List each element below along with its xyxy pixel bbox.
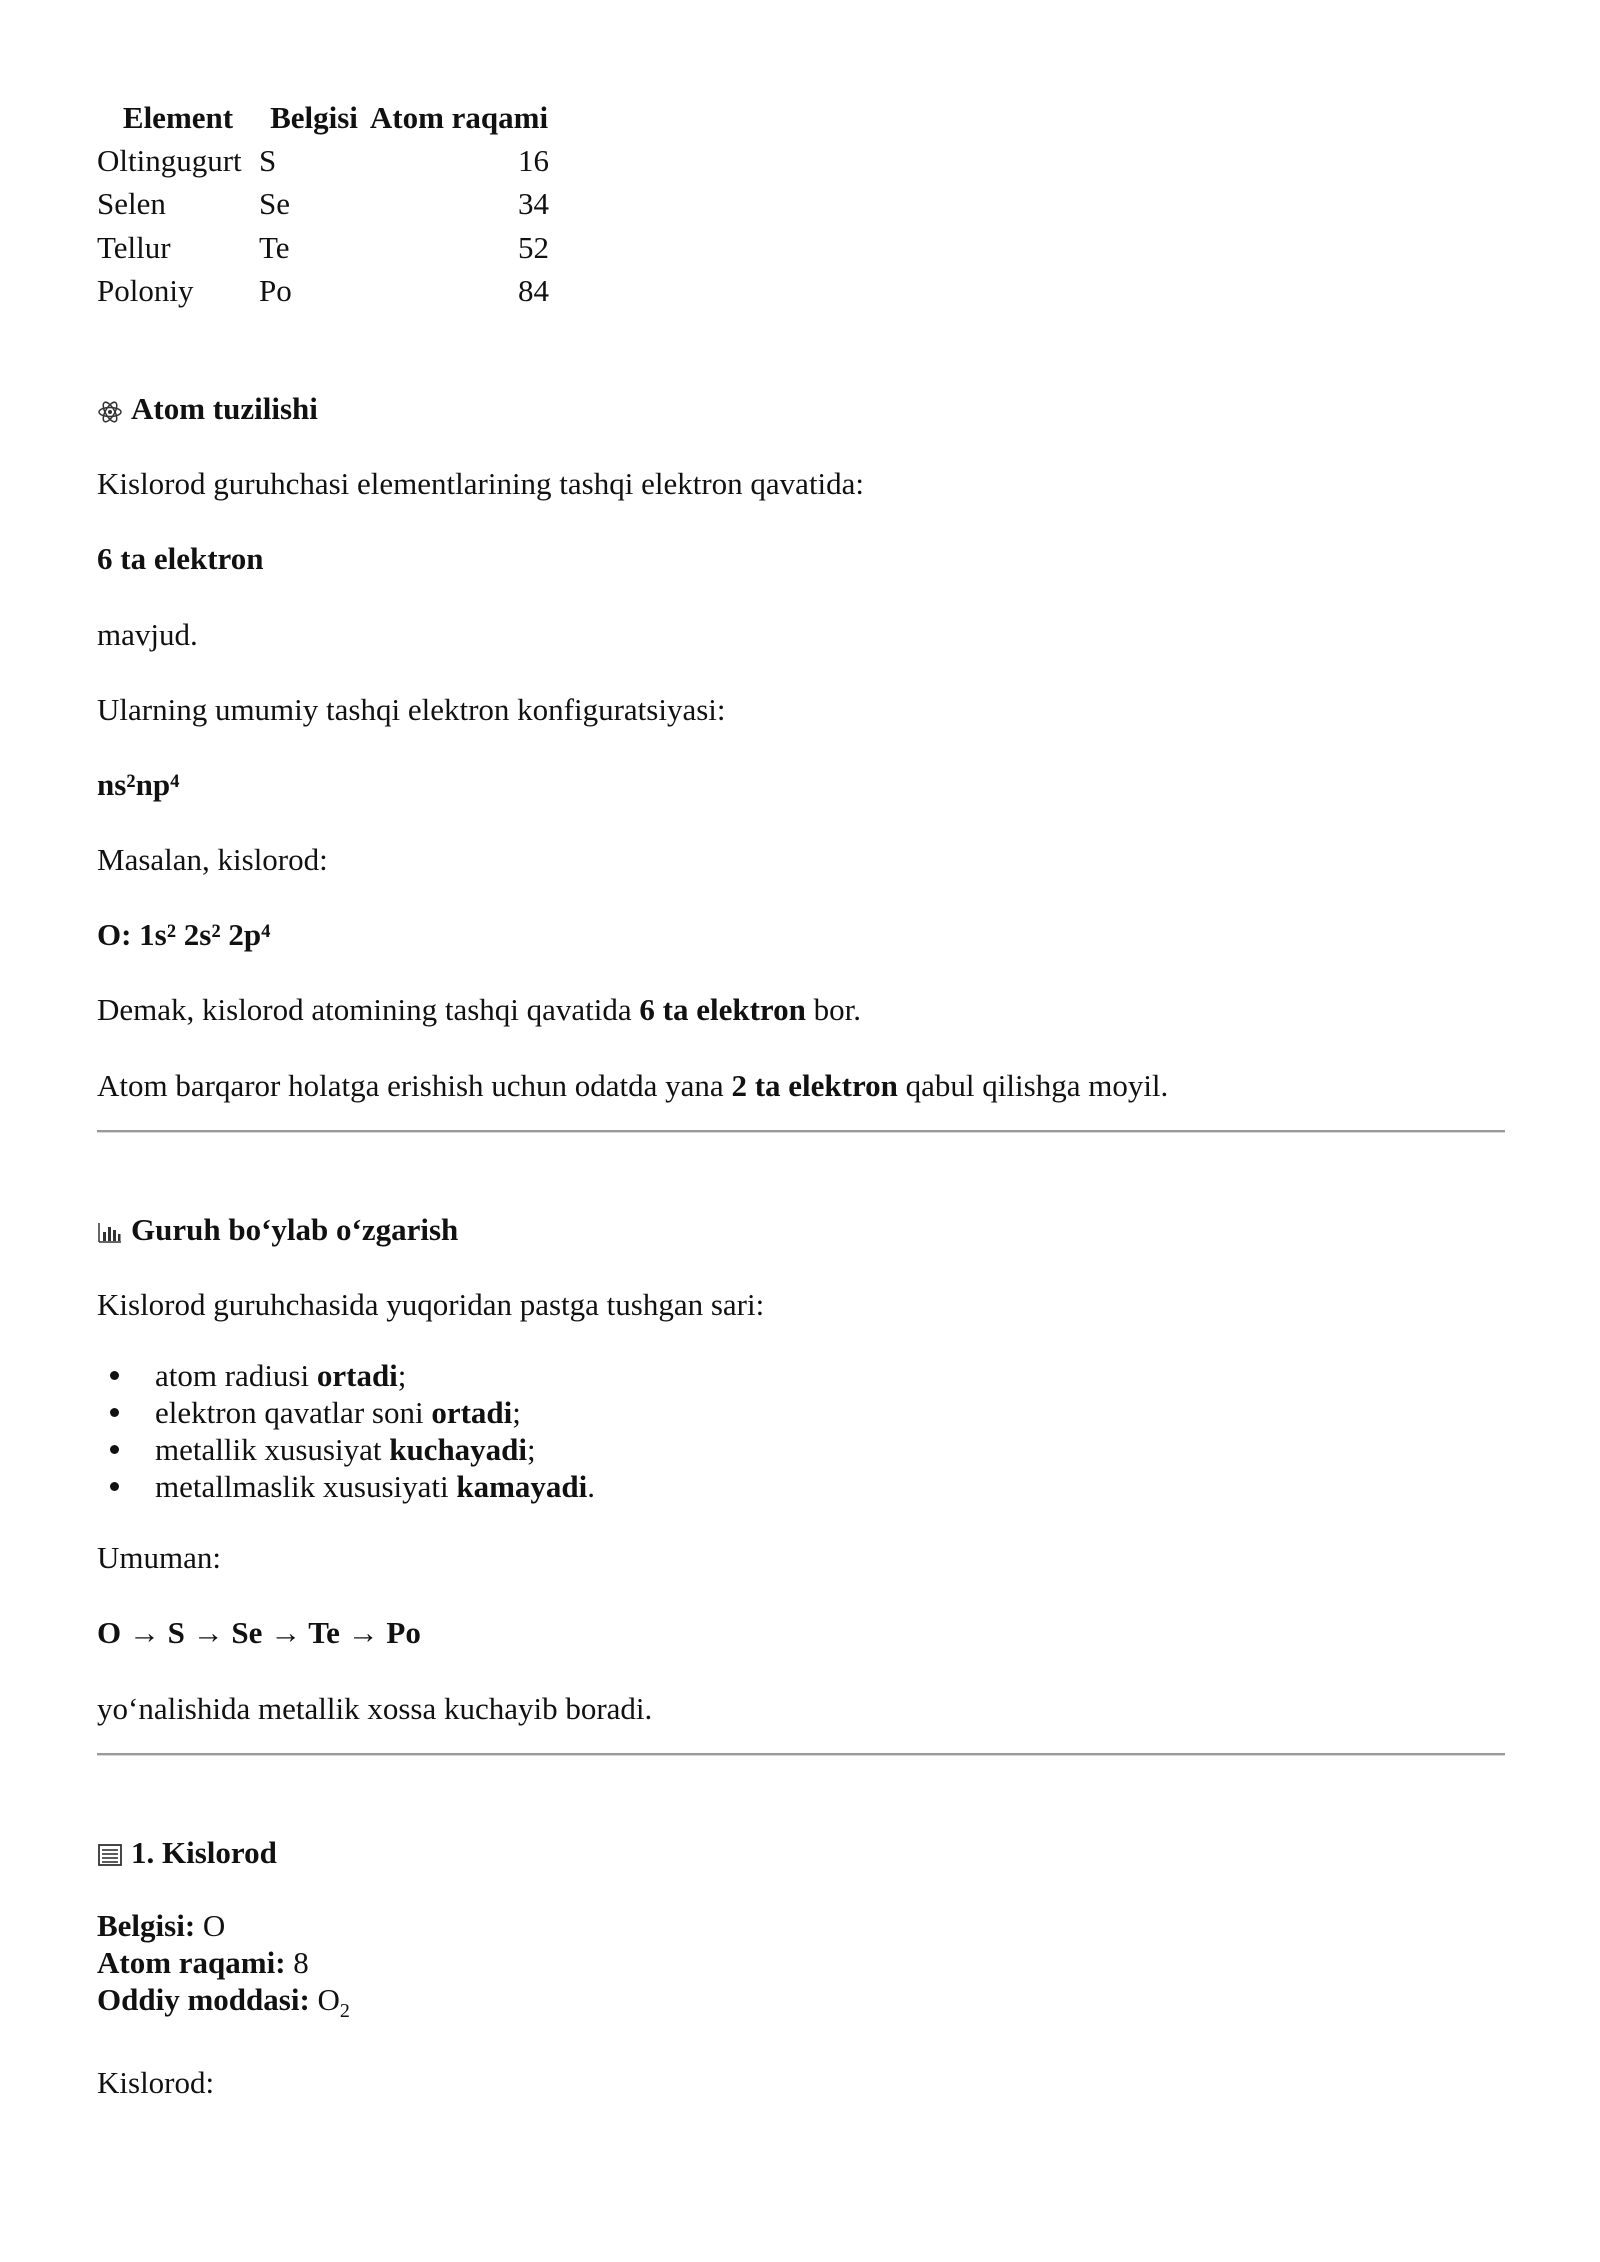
fact-value: 8 <box>285 1944 309 1980</box>
text-run: metallmaslik xususiyati <box>155 1469 457 1505</box>
table-row <box>97 139 549 182</box>
table-row <box>97 269 549 312</box>
table-cell: Te <box>259 229 290 265</box>
oxygen-facts <box>97 1907 1505 2030</box>
paragraph: mavjud. <box>97 616 198 652</box>
paragraph-bold <box>97 1614 1505 1651</box>
paragraph <box>97 991 1505 1028</box>
table-header-cell: Atom raqami <box>369 100 549 135</box>
bar-chart-icon <box>97 1216 123 1242</box>
table-cell: Poloniy <box>97 272 194 308</box>
fact-label: Oddiy moddasi: <box>97 1981 310 2017</box>
text-run: atom radiusi <box>155 1358 317 1394</box>
fact-label: Belgisi: <box>97 1907 196 1943</box>
paragraph <box>97 1067 1505 1104</box>
table-cell: 52 <box>518 229 549 265</box>
table-cell: Po <box>259 272 292 308</box>
table-row <box>97 226 549 269</box>
bold-text: 6 ta elektron <box>97 541 264 577</box>
table-cell: Selen <box>97 186 166 222</box>
paragraph-bold <box>97 766 1505 803</box>
bullet-list <box>97 1357 1505 1505</box>
list-item <box>155 1357 1505 1394</box>
fact-line <box>97 1907 1505 1944</box>
section-title: Guruh bo‘ylab o‘zgarish <box>131 1211 459 1247</box>
section-title: 1. Kislorod <box>131 1834 277 1870</box>
table-cell: S <box>259 143 277 179</box>
paragraph-bold <box>97 916 1505 953</box>
text-run: ; <box>527 1432 536 1468</box>
paragraph: Kislorod: <box>97 2065 215 2101</box>
document-page <box>97 96 1505 2101</box>
section-divider <box>97 1753 1505 1756</box>
bold-text: kamayadi <box>456 1469 588 1505</box>
table-cell: Se <box>259 186 290 222</box>
fact-subscript: 2 <box>339 2000 350 2023</box>
elements-table <box>97 96 549 312</box>
bold-text: kuchayadi <box>389 1432 528 1468</box>
bold-text: ortadi <box>431 1395 513 1431</box>
text-run: . <box>587 1469 596 1505</box>
text-run: metallik xususiyat <box>155 1432 390 1468</box>
text-run: Atom barqaror holatga erishish uchun odatda yana <box>97 1067 732 1103</box>
table-header-cell: Belgisi <box>270 100 358 135</box>
document-icon <box>97 1839 123 1865</box>
element-sequence: O → S → Se → Te → Po <box>97 1615 421 1651</box>
fact-label: Atom raqami: <box>97 1944 286 1980</box>
section-heading-oxygen <box>97 1834 1505 1871</box>
bold-text: 2 ta elektron <box>731 1067 898 1103</box>
table-header-cell: Element <box>122 100 234 135</box>
table-cell: 34 <box>518 186 549 222</box>
bold-text: ortadi <box>316 1358 398 1394</box>
text-run: ; <box>397 1358 407 1394</box>
paragraph: Kislorod guruhchasida yuqoridan pastga tushgan sari: <box>97 1287 765 1322</box>
list-item <box>155 1394 1505 1431</box>
paragraph: Ularning umumiy tashqi elektron konfiguratsiyasi: <box>97 691 726 727</box>
atom-icon <box>97 396 123 422</box>
text-run: bor. <box>805 992 861 1028</box>
section-divider <box>97 1130 1505 1133</box>
fact-value: O <box>195 1907 226 1943</box>
section-heading-atom <box>97 390 1505 427</box>
text-run: Demak, kislorod atomining tashqi qavatida <box>97 992 640 1028</box>
text-run: elektron qavatlar soni <box>155 1395 432 1431</box>
table-cell: Oltingugurt <box>97 143 242 179</box>
text-run: qabul qilishga moyil. <box>897 1067 1169 1103</box>
table-header-row <box>97 96 549 139</box>
electron-config: ns²np⁴ <box>97 766 180 802</box>
table-cell: 84 <box>518 272 549 308</box>
section-title: Atom tuzilishi <box>131 390 318 426</box>
paragraph: yo‘nalishida metallik xossa kuchayib boradi. <box>97 1690 653 1726</box>
table-cell: 16 <box>518 143 549 179</box>
fact-value: O <box>309 1981 340 2017</box>
paragraph: Umuman: <box>97 1540 221 1576</box>
table-row <box>97 182 549 225</box>
list-item <box>155 1468 1505 1505</box>
fact-line <box>97 1981 1505 2030</box>
fact-line <box>97 1944 1505 1981</box>
table-cell: Tellur <box>97 229 171 265</box>
list-item <box>155 1431 1505 1468</box>
paragraph: Masalan, kislorod: <box>97 842 328 878</box>
oxygen-config: O: 1s² 2s² 2p⁴ <box>97 917 271 953</box>
paragraph: Kislorod guruhchasi elementlarining tashqi elektron qavatida: <box>97 466 865 502</box>
bold-text: 6 ta elektron <box>639 992 806 1028</box>
section-heading-group <box>97 1211 1505 1248</box>
text-run: ; <box>512 1395 521 1431</box>
paragraph-bold <box>97 540 1505 577</box>
